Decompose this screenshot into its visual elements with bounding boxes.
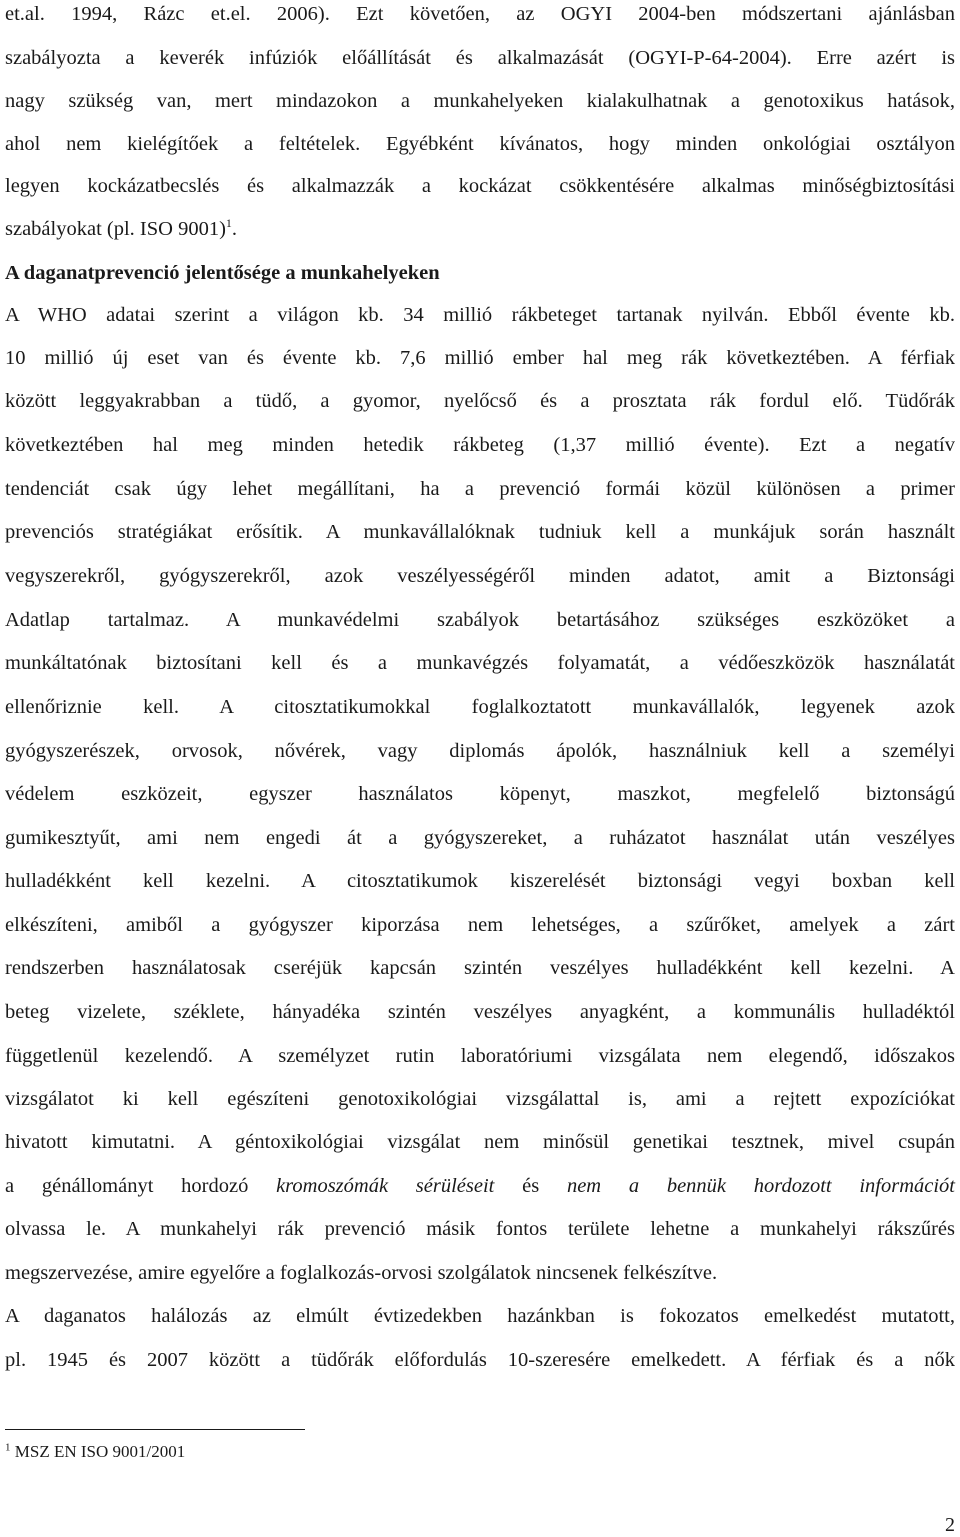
- paragraph-line: között leggyakrabban a tüdő, a gyomor, nyelőcső és a prosztata rák fordul elő. Tüdőrák: [5, 390, 955, 412]
- footnote-reference: 1: [225, 216, 232, 231]
- paragraph-line: gyógyszerészek, orvosok, nővérek, vagy diplomás ápolók, használniuk kell a személyi: [5, 740, 955, 762]
- paragraph-line: munkáltatónak biztosítani kell és a munkavégzés folyamatát, a védőeszközök használatát: [5, 652, 955, 674]
- footnote-separator: [5, 1429, 305, 1430]
- paragraph-line: nagy szükség van, mert mindazokon a munkahelyeken kialakulhatnak a genotoxikus hatások,: [5, 90, 955, 112]
- paragraph-line: függetlenül kezelendő. A személyzet rutin laboratóriumi vizsgálata nem elegendő, időszakos: [5, 1045, 955, 1067]
- paragraph-line: vegyszerekről, gyógyszerekről, azok veszélyességéről minden adatot, amit a Biztonsági: [5, 565, 955, 587]
- paragraph-line: következtében hal meg minden hetedik rákbeteg (1,37 millió évente). Ezt a negatív: [5, 434, 955, 456]
- paragraph-line: védelem eszközeit, egyszer használatos köpenyt, maszkot, megfelelő biztonságú: [5, 783, 955, 805]
- paragraph-line: A daganatos halálozás az elmúlt évtizedekben hazánkban is fokozatos emelkedést mutatott,: [5, 1305, 955, 1327]
- paragraph-line: A WHO adatai szerint a világon kb. 34 millió rákbeteget tartanak nyilván. Ebből évente kb.: [5, 304, 955, 326]
- section-heading: A daganatprevenció jelentősége a munkahelyeken: [5, 262, 440, 284]
- paragraph-line: [5, 1174, 955, 1198]
- paragraph-line: szabályozta a keverék infúziók előállítását és alkalmazását (OGYI-P-64-2004). Erre azért is: [5, 47, 955, 69]
- paragraph-text: szabályokat (pl. ISO 9001): [5, 218, 226, 240]
- paragraph-line: ellenőriznie kell. A citosztatikumokkal foglalkoztatott munkavállalók, legyenek azok: [5, 696, 955, 718]
- paragraph-text: a génállományt hordozó: [5, 1175, 277, 1197]
- paragraph-line: hivatott kimutatni. A géntoxikológiai vizsgálat nem minősül genetikai tesztnek, mivel csupán: [5, 1131, 955, 1153]
- paragraph-line: gumikesztyűt, ami nem engedi át a gyógyszereket, a ruházatot használat után veszélyes: [5, 827, 955, 849]
- paragraph-line: 10 millió új eset van és évente kb. 7,6 millió ember hal meg rák következtében. A férfiak: [5, 347, 955, 369]
- paragraph-line: olvassa le. A munkahelyi rák prevenció másik fontos területe lehetne a munkahelyi rákszűrés: [5, 1218, 955, 1240]
- paragraph-line: et.al. 1994, Rázc et.el. 2006). Ezt követően, az OGYI 2004-ben módszertani ajánlásban: [5, 3, 955, 25]
- footnote: [5, 1441, 185, 1463]
- paragraph-line: [5, 217, 955, 241]
- paragraph-line: vizsgálatot ki kell egészíteni genotoxikológiai vizsgálattal is, ami a rejtett expozíciókat: [5, 1088, 955, 1110]
- paragraph-line: rendszerben használatosak cseréjük kapcsán szintén veszélyes hulladékként kell kezelni. A: [5, 957, 955, 979]
- paragraph-line: pl. 1945 és 2007 között a tüdőrák előfordulás 10-szeresére emelkedett. A férfiak és a nők: [5, 1349, 955, 1371]
- paragraph-line: megszervezése, amire egyelőre a foglalkozás-orvosi szolgálatok nincsenek felkészítve.: [5, 1262, 718, 1284]
- footnote-text: MSZ EN ISO 9001/2001: [14, 1442, 186, 1461]
- paragraph-text: és: [494, 1175, 567, 1197]
- paragraph-text: .: [231, 218, 238, 240]
- paragraph-line: ahol nem kielégítőek a feltételek. Egyébként kívánatos, hogy minden onkológiai osztályon: [5, 133, 955, 155]
- paragraph-line: beteg vizelete, széklete, hányadéka szintén veszélyes anyagként, a kommunális hulladéktól: [5, 1001, 955, 1023]
- paragraph-line: elkészíteni, amiből a gyógyszer kiporzása nem lehetséges, a szűrőket, amelyek a zárt: [5, 914, 955, 936]
- footnote-number: 1: [5, 1441, 11, 1454]
- paragraph-line: prevenciós stratégiákat erősítik. A munkavállalóknak tudniuk kell a munkájuk során használt: [5, 521, 955, 543]
- page-number: 2: [945, 1514, 955, 1536]
- italic-phrase: kromoszómák sérüléseit: [276, 1175, 495, 1197]
- paragraph-line: tendenciát csak úgy lehet megállítani, ha a prevenció formái közül különösen a primer: [5, 478, 955, 500]
- italic-phrase: nem a bennük hordozott információt: [566, 1175, 956, 1197]
- paragraph-line: hulladékként kell kezelni. A citosztatikumok kiszerelését biztonsági vegyi boxban kell: [5, 870, 955, 892]
- paragraph-line: legyen kockázatbecslés és alkalmazzák a kockázat csökkentésére alkalmas minőségbiztosítási: [5, 175, 955, 197]
- paragraph-line: Adatlap tartalmaz. A munkavédelmi szabályok betartásához szükséges eszközöket a: [5, 609, 955, 631]
